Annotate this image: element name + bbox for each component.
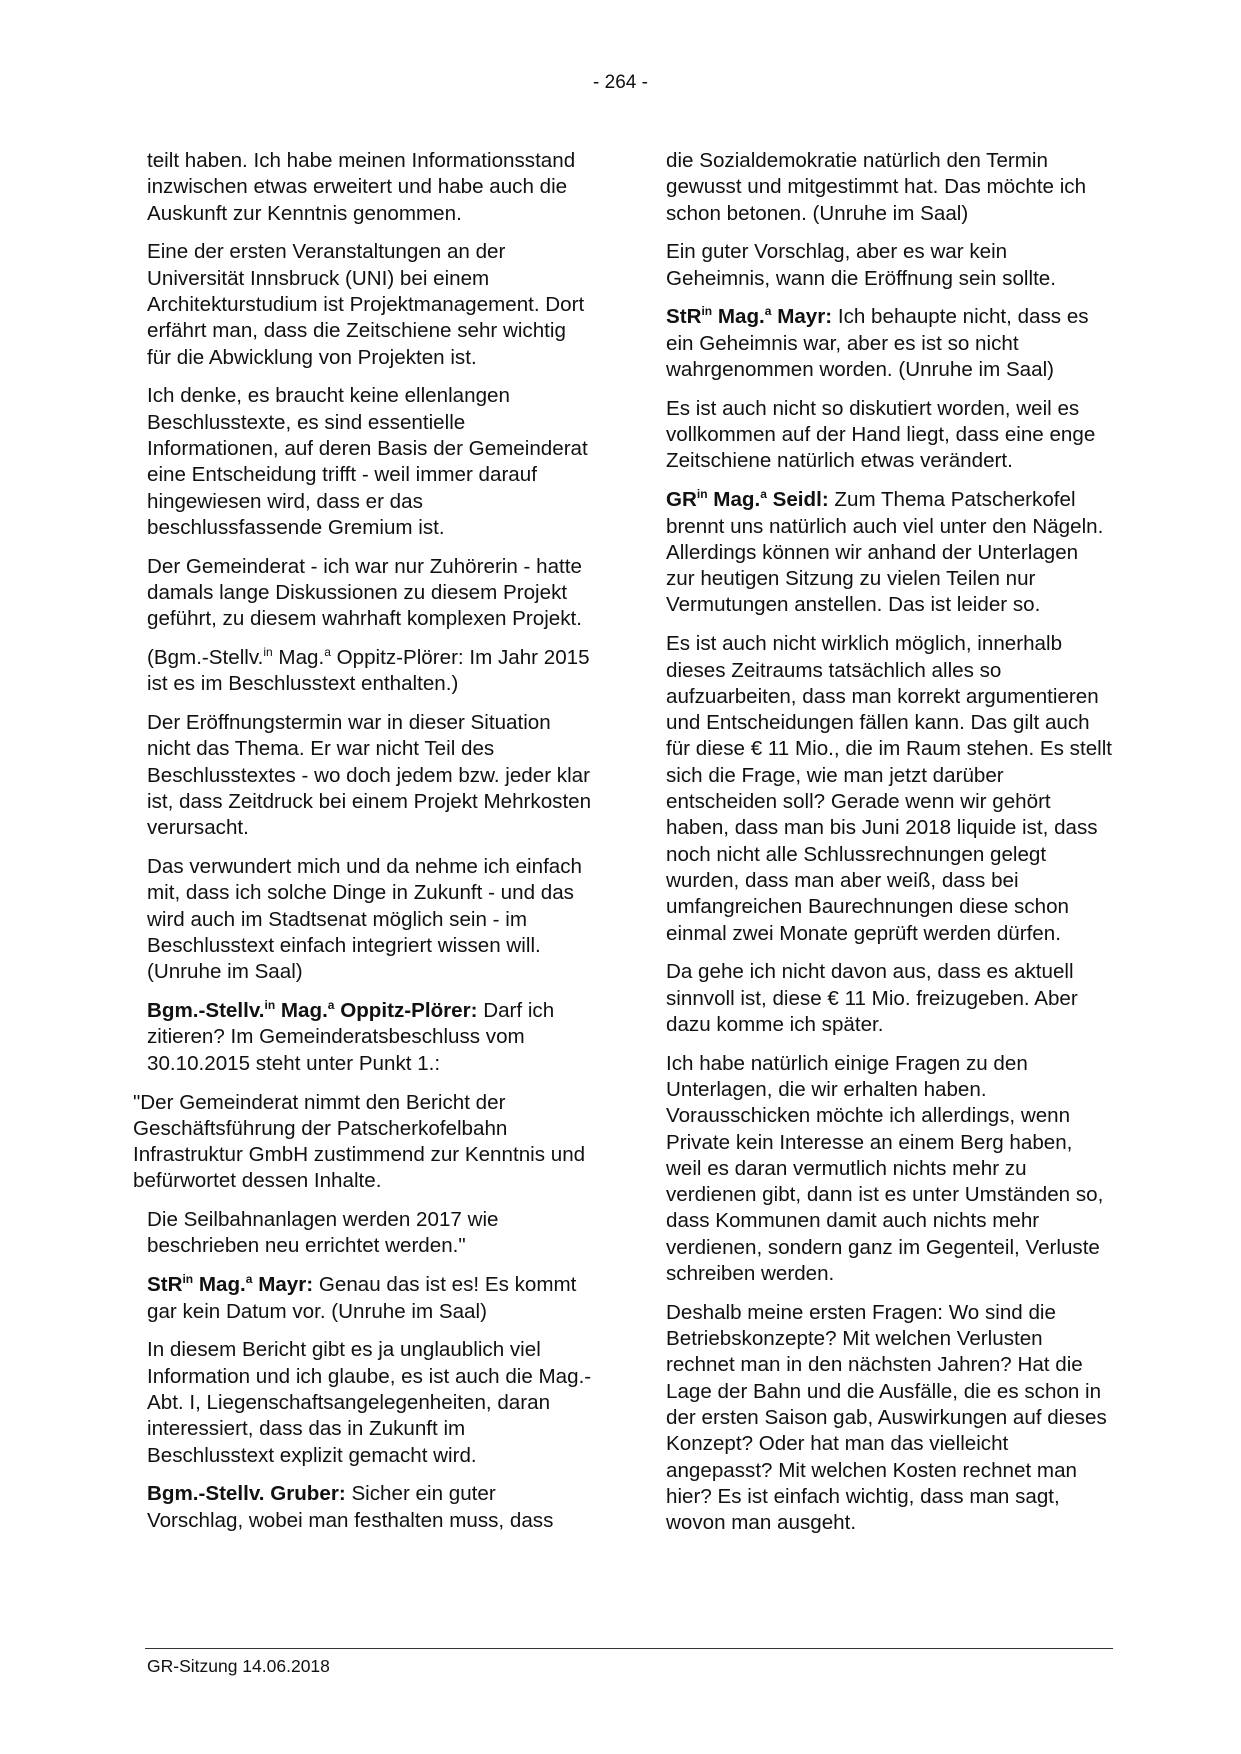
speech-text: Sicher ein guter Vorschlag, wobei man festhalten muss, dass bbox=[147, 1482, 554, 1532]
speech bbox=[147, 1481, 593, 1534]
paragraph-text: Ich denke, es braucht keine ellenlangen Beschlusstexte, es sind essentielle Informationen, auf deren Basis der Gemeinderat eine Entscheidung trifft - weil immer darauf hingewiesen wird, dass er das beschlussfassende Gremium ist. bbox=[147, 384, 588, 539]
speech bbox=[666, 487, 1112, 618]
paragraph-text: Da gehe ich nicht davon aus, dass es aktuell sinnvoll ist, diese € 11 Mio. freizugeben. Aber dazu komme ich später. bbox=[666, 960, 1078, 1036]
speaker-part: Bgm.-Stellv. bbox=[147, 999, 265, 1023]
superscript: in bbox=[701, 304, 713, 319]
paragraph bbox=[147, 148, 593, 227]
paragraph bbox=[147, 383, 593, 541]
speaker-part: Oppitz-Plörer: bbox=[334, 999, 478, 1023]
speaker-part: Mayr: bbox=[771, 305, 833, 329]
paragraph bbox=[666, 396, 1112, 475]
speech-text: Darf ich zitieren? Im Gemeinderatsbeschluss vom 30.10.2015 steht unter Punkt 1.: bbox=[147, 999, 555, 1075]
paragraph-text: Der Eröffnungstermin war in dieser Situation nicht das Thema. Er war nicht Teil des Beschlusstextes - wo doch jedem bzw. jeder klar ist, dass Zeitdruck bei einem Projekt Mehrkosten verursacht. bbox=[147, 711, 592, 840]
superscript: in bbox=[264, 998, 276, 1013]
speech bbox=[147, 998, 593, 1077]
speaker-name bbox=[147, 999, 478, 1022]
superscript: a bbox=[327, 998, 335, 1013]
superscript: in bbox=[263, 645, 273, 660]
interjection-text: Oppitz-Plörer: Im Jahr 2015 ist es im Beschlusstext enthalten.) bbox=[147, 646, 590, 696]
speaker-name: Bgm.-Stellv. Gruber: bbox=[147, 1482, 346, 1506]
speaker-part: StR bbox=[147, 1273, 183, 1297]
speaker-name bbox=[666, 488, 829, 511]
speech-text: Ich behaupte nicht, dass es ein Geheimnis war, aber es ist so nicht wahrgenommen worden. (Unruhe im Saal) bbox=[666, 305, 1089, 382]
paragraph bbox=[147, 1337, 593, 1468]
paragraph-text: Deshalb meine ersten Fragen: Wo sind die Betriebskonzepte? Mit welchen Verlusten rechnet man in den nächsten Jahren? Hat die Lage der Bahn und die Ausfälle, die es schon in der ersten Saison gab, Auswirkungen auf dieses Konzept? Oder hat man das vielleicht angepasst? Mit welchen Kosten rechnet man hier? Es ist einfach wichtig, dass man sagt, wovon man ausgeht. bbox=[666, 1300, 1107, 1535]
superscript: a bbox=[324, 645, 331, 660]
left-column bbox=[133, 148, 593, 1546]
paragraph-text: Ein guter Vorschlag, aber es war kein Geheimnis, wann die Eröffnung sein sollte. bbox=[666, 240, 1056, 290]
paragraph-text: In diesem Bericht gibt es ja unglaublich viel Information und ich glaube, es ist auch die Mag.-Abt. I, Liegenschaftsangelegenheiten, daran interessiert, dass das in Zukunft im Beschlusstext explizit gemacht wird. bbox=[147, 1338, 592, 1467]
right-column bbox=[666, 148, 1112, 1549]
speaker-part: Mayr: bbox=[252, 1273, 314, 1297]
paragraph bbox=[666, 959, 1112, 1038]
paragraph-text: teilt haben. Ich habe meinen Informationsstand inzwischen etwas erweitert und habe auch die Auskunft zur Kenntnis genommen. bbox=[147, 149, 576, 225]
superscript: a bbox=[245, 1272, 253, 1287]
paragraph bbox=[147, 854, 593, 985]
speaker-part: Seidl: bbox=[766, 488, 829, 512]
interjection-prefix: (Bgm.-Stellv. bbox=[147, 646, 264, 670]
paragraph-text: Ich habe natürlich einige Fragen zu den Unterlagen, die wir erhalten haben. Vorausschicken möchte ich allerdings, wenn Private kein Interesse an einem Berg haben, weil es daran vermutlich nichts mehr zu verdienen gibt, dann ist es unter Umständen so, dass Kommunen damit auch nichts mehr verdienen, sondern ganz im Gegenteil, Verluste schreiben werden. bbox=[666, 1051, 1104, 1286]
paragraph bbox=[147, 239, 593, 370]
speaker-part: StR bbox=[666, 305, 702, 329]
paragraph bbox=[147, 710, 593, 841]
speaker-name bbox=[147, 1273, 313, 1296]
superscript: a bbox=[764, 304, 772, 319]
speaker-part: Mag. bbox=[712, 305, 765, 329]
paragraph bbox=[147, 1207, 593, 1260]
speech-text: Genau das ist es! Es kommt gar kein Datum vor. (Unruhe im Saal) bbox=[147, 1273, 577, 1323]
footer-session-date: GR-Sitzung 14.06.2018 bbox=[147, 1656, 330, 1676]
paragraph-text: Eine der ersten Veranstaltungen an der Universität Innsbruck (UNI) bei einem Architekturstudium ist Projektmanagement. Dort erfährt man, dass die Zeitschiene sehr wichtig für die Abwicklung von Projekten ist. bbox=[147, 240, 585, 369]
quote-paragraph bbox=[133, 1090, 593, 1195]
paragraph bbox=[147, 554, 593, 633]
paragraph-text: Es ist auch nicht so diskutiert worden, weil es vollkommen auf der Hand liegt, dass eine enge Zeitschiene natürlich etwas verändert. bbox=[666, 396, 1096, 473]
speaker-name bbox=[666, 305, 832, 328]
paragraph-text: Der Gemeinderat - ich war nur Zuhörerin - hatte damals lange Diskussionen zu diesem Projekt geführt, zu diesem wahrhaft komplexen Projekt. bbox=[147, 554, 582, 631]
speaker-part: GR bbox=[666, 488, 697, 512]
page-number: - 264 - bbox=[593, 72, 648, 93]
paragraph-text: Es ist auch nicht wirklich möglich, innerhalb dieses Zeitraums tatsächlich alles so aufzuarbeiten, dass man korrekt argumentieren und Entscheidungen fällen kann. Das gilt auch für diese € 11 Mio., die im Raum stehen. Es stellt sich die Frage, wie man jetzt darüber entscheiden soll? Gerade wenn wir gehört haben, dass man bis Juni 2018 liquide ist, dass noch nicht alle Schlussrechnungen gelegt wurden, dass man aber weiß, dass bei umfangreichen Baurechnungen diese schon einmal zwei Monate geprüft werden dürfen. bbox=[666, 632, 1113, 945]
interjection bbox=[147, 645, 593, 698]
footer-divider bbox=[145, 1648, 1113, 1649]
paragraph-text: die Sozialdemokratie natürlich den Termin gewusst und mitgestimmt hat. Das möchte ich schon betonen. (Unruhe im Saal) bbox=[666, 149, 1087, 225]
speaker-part: Mag. bbox=[275, 999, 328, 1023]
paragraph-text: Das verwundert mich und da nehme ich einfach mit, dass ich solche Dinge in Zukunft - und das wird auch im Stadtsenat möglich sein - im Beschlusstext einfach integriert wissen will. (Unruhe im Saal) bbox=[147, 855, 582, 984]
paragraph bbox=[666, 239, 1112, 292]
superscript: in bbox=[182, 1272, 194, 1287]
speech bbox=[147, 1272, 593, 1325]
speaker-part: Mag. bbox=[193, 1273, 246, 1297]
superscript: in bbox=[696, 487, 708, 502]
speech-text: Zum Thema Patscherkofel brennt uns natürlich auch viel unter den Nägeln. Allerdings können wir anhand der Unterlagen zur heutigen Sitzung zu vielen Teilen nur Vermutungen anstellen. Das ist leider so. bbox=[666, 488, 1104, 617]
paragraph-text: "Der Gemeinderat nimmt den Bericht der Geschäftsführung der Patscherkofelbahn Infrastruktur GmbH zustimmend zur Kenntnis und befürwortet dessen Inhalte. bbox=[133, 1090, 586, 1193]
paragraph bbox=[666, 1051, 1112, 1288]
paragraph bbox=[666, 1300, 1112, 1537]
paragraph bbox=[666, 631, 1112, 947]
speech bbox=[666, 304, 1112, 383]
superscript: a bbox=[760, 487, 767, 502]
paragraph-text: Die Seilbahnanlagen werden 2017 wie beschrieben neu errichtet werden." bbox=[147, 1208, 499, 1258]
interjection-prefix: Mag. bbox=[272, 646, 325, 670]
paragraph bbox=[666, 148, 1112, 227]
speaker-part: Mag. bbox=[707, 488, 761, 512]
